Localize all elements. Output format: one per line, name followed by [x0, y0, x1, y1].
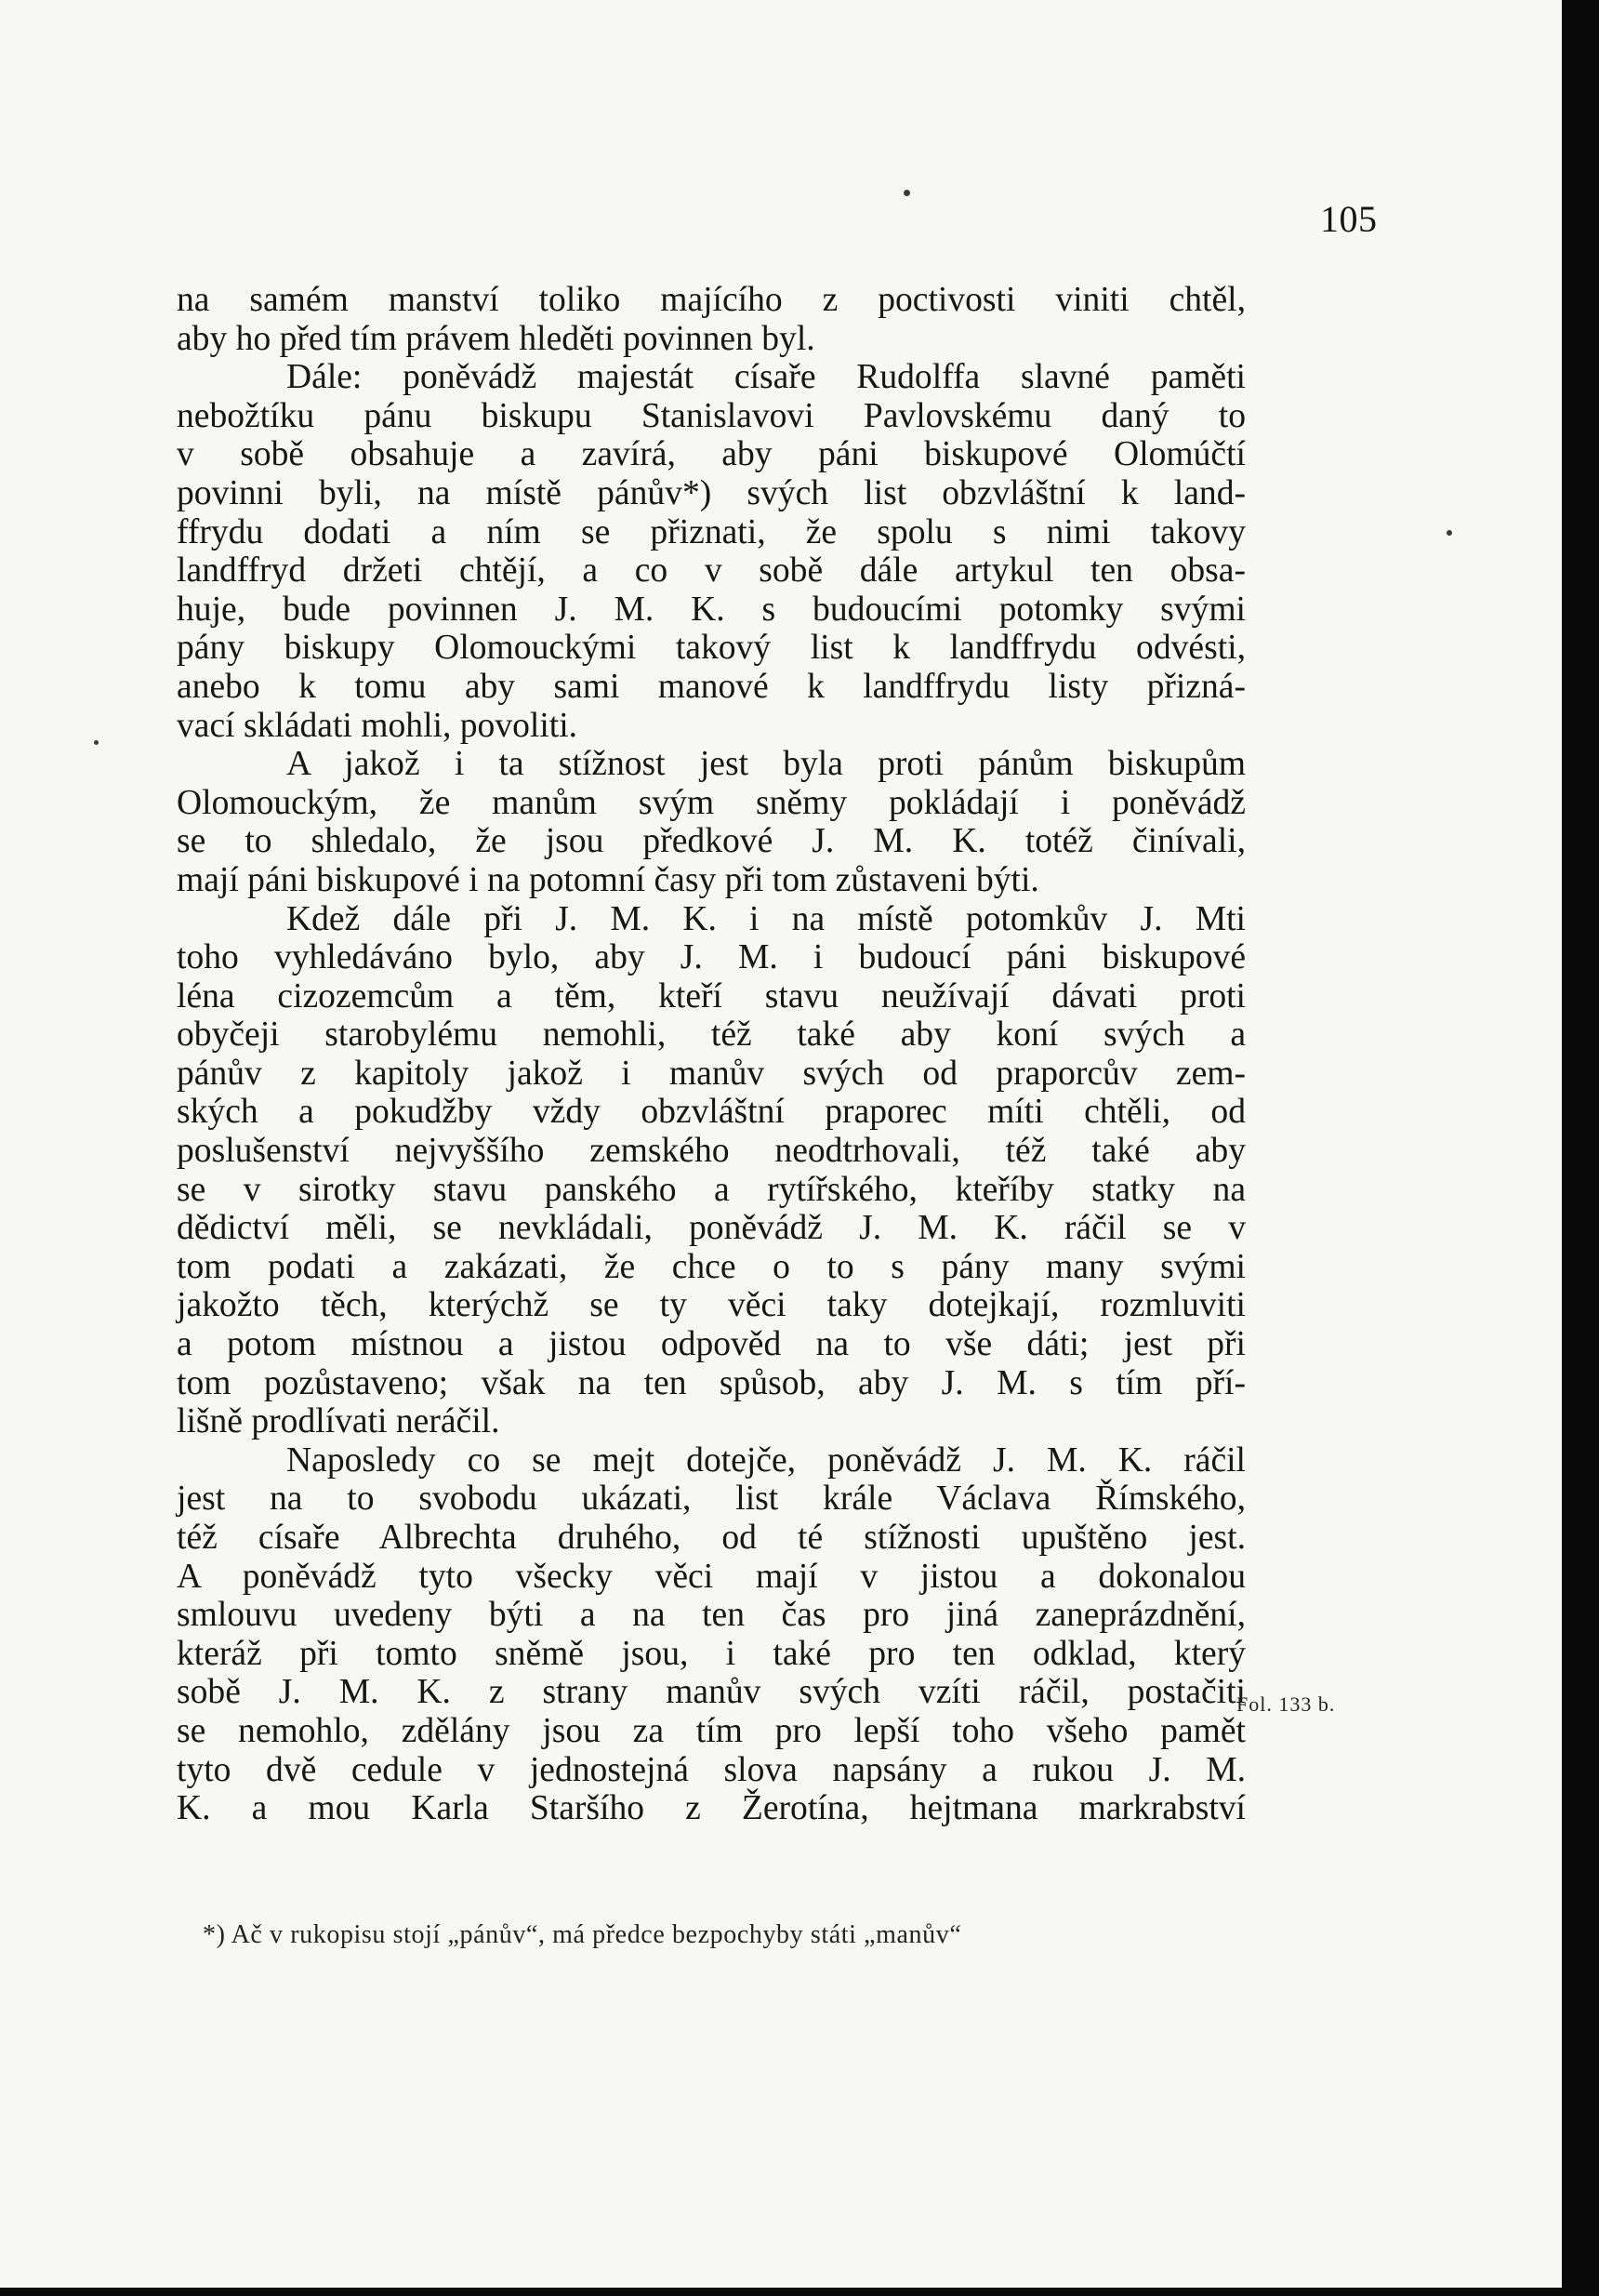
body-text	[177, 281, 1246, 1828]
text-line: pány biskupy Olomouckými takový list k landffrydu odvésti,	[177, 629, 1246, 668]
text-line: a potom místnou a jistou odpověd na to vše dáti; jest při	[177, 1325, 1246, 1364]
text-line: huje, bude povinnen J. M. K. s budoucími potomky svými	[177, 590, 1246, 629]
text-line: lišně prodlívati neráčil.	[177, 1402, 500, 1441]
margin-note: Fol. 133 b.	[1236, 1692, 1336, 1716]
text-line: povinni byli, na místě pánův*) svých list obzvláštní k land-	[177, 473, 1246, 512]
text-line: tom pozůstaveno; však na ten spůsob, aby J. M. s tím pří-	[177, 1363, 1246, 1402]
text-line: mají páni biskupové i na potomní časy při tom zůstaveni býti.	[177, 860, 1039, 899]
text-line: ffrydu dodati a ním se přiznati, že spolu s nimi takovy	[177, 512, 1246, 551]
text-line: sobě J. M. K. z strany manův svých vzíti ráčil, postačiti	[177, 1673, 1246, 1712]
text-line: A jakož i ta stížnost jest byla proti pánům biskupům	[286, 745, 1246, 784]
text-line: obyčeji starobylému nemohli, též také aby koní svých a	[177, 1015, 1246, 1055]
text-line: se to shledalo, že jsou předkové J. M. K. totéž činívali,	[177, 822, 1246, 861]
text-line: toho vyhledáváno bylo, aby J. M. i budoucí páni biskupové	[177, 938, 1246, 977]
text-line: Olomouckým, že manům svým sněmy pokládají i poněvádž	[177, 783, 1246, 822]
text-line: jest na to svobodu ukázati, list krále Václava Římského,	[177, 1480, 1246, 1519]
scan-speck	[904, 190, 910, 196]
text-line: jakožto těch, kterýchž se ty věci taky dotejkají, rozmluviti	[177, 1286, 1246, 1325]
text-line: ských a pokudžby vždy obzvláštní praporec míti chtěli, od	[177, 1093, 1246, 1132]
text-line: nebožtíku pánu biskupu Stanislavovi Pavlovskému daný to	[177, 396, 1246, 435]
scan-speck	[1447, 530, 1452, 536]
text-line: na samém manství toliko majícího z poctivosti viniti chtěl,	[177, 281, 1246, 319]
text-line: smlouvu uvedeny býti a na ten čas pro jiná zaneprázdnění,	[177, 1596, 1246, 1635]
text-line: se nemohlo, zdělány jsou za tím pro lepší toho všeho pamět	[177, 1711, 1246, 1750]
text-line: A poněvádž tyto všecky věci mají v jistou a dokonalou	[177, 1557, 1246, 1596]
text-line: K. a mou Karla Staršího z Žerotína, hejtmana markrabství	[177, 1789, 1246, 1828]
text-line: vací skládati mohli, povoliti.	[177, 706, 578, 745]
text-line: pánův z kapitoly jakož i manův svých od praporcův zem-	[177, 1054, 1246, 1093]
text-line: aby ho před tím právem hleděti povinnen byl.	[177, 319, 815, 358]
text-line: dědictví měli, se nevkládali, poněvádž J. M. K. ráčil se v	[177, 1209, 1246, 1248]
text-line: landffryd držeti chtějí, a co v sobě dále artykul ten obsa-	[177, 551, 1246, 591]
text-line: kteráž při tomto sněmě jsou, i také pro ten odklad, který	[177, 1634, 1246, 1673]
text-line: Kdež dále při J. M. K. i na místě potomkův J. Mti	[286, 899, 1246, 938]
text-line: v sobě obsahuje a zavírá, aby páni biskupové Olomúčtí	[177, 435, 1246, 474]
text-line: léna cizozemcům a těm, kteří stavu neužívají dávati proti	[177, 976, 1246, 1015]
text-line: též císaře Albrechta druhého, od té stížnosti upuštěno jest.	[177, 1519, 1246, 1557]
page-number: 105	[1320, 198, 1378, 240]
text-line: Dále: poněvádž majestát císaře Rudolffa slavné paměti	[286, 358, 1246, 397]
text-line: poslušenství nejvyššího zemského neodtrhovali, též také aby	[177, 1132, 1246, 1171]
text-line: anebo k tomu aby sami manové k landffrydu listy přizná-	[177, 667, 1246, 706]
scan-speck	[94, 740, 99, 745]
text-line: tyto dvě cedule v jednostejná slova napsány a rukou J. M.	[177, 1750, 1246, 1789]
text-line: Naposledy co se mejt dotejče, poněvádž J. M. K. ráčil	[286, 1440, 1246, 1480]
text-line: tom podati a zakázati, že chce o to s pány many svými	[177, 1247, 1246, 1286]
footnote: *) Ač v rukopisu stojí „pánův“, má předce bezpochyby státi „manův“	[203, 1920, 962, 1949]
text-line: se v sirotky stavu panského a rytířského, kteříby statky na	[177, 1170, 1246, 1209]
